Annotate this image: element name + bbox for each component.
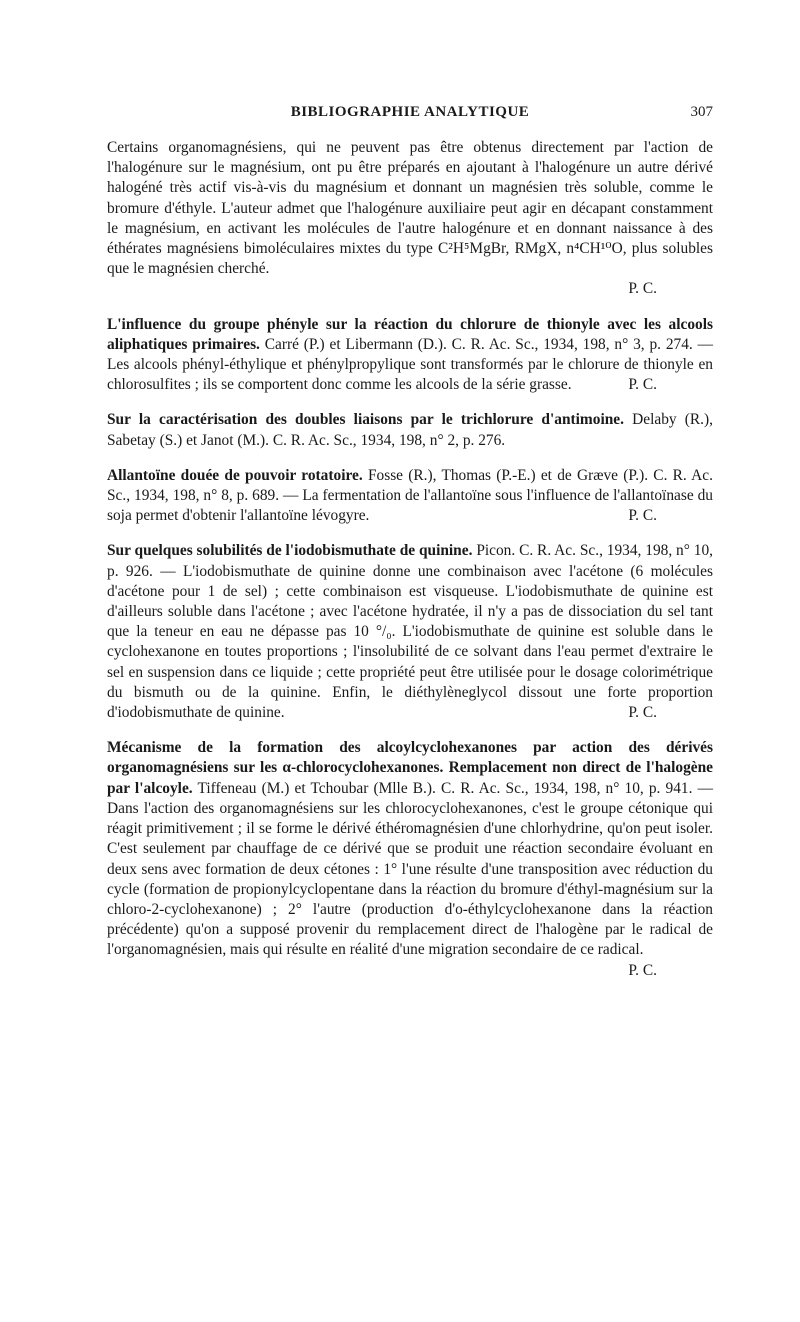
running-title: BIBLIOGRAPHIE ANALYTIQUE — [290, 104, 530, 120]
intro-signature: P. C. — [628, 280, 657, 298]
entry-signature: P. C. — [628, 376, 657, 394]
entry-summary: — L'iodobismuthate de quinine donne une combinaison avec l'acétone (6 molécules d'acétone pour 1 de sel) ; cette combinaison est visqueuse. L'iodobismuthate de quinine est d'ailleurs soluble dans l'acétone ; avec l'acétone hydratée, il n'y a pas de dissociation du sel tant que la teneur en eau ne dépasse pas 10 °/₀. L'iodobismuthate de quinine est soluble dans le cyclohexanone en toutes proportions ; l'insolubilité de ce solvant dans l'eau permet d'extraire le sel en suspension dans ce liquide ; cette propriété peut être utilisée pour le dosage colorimétrique du bismuth ou de la quinine. Enfin, le diéthylèneglycol dissout une forte proportion d'iodobismuthate de quinine. — [107, 562, 713, 722]
entry-title: L'influence du groupe phényle sur la réaction du chlorure de thionyle avec les alcools aliphatiques primaires. — [107, 315, 713, 353]
entry-reference: Picon. C. R. Ac. Sc., 1934, 198, n° 10, p. 926. — [107, 542, 714, 580]
page-body — [107, 138, 713, 981]
entry-reference: Fosse (R.), Thomas (P.-E.) et de Græve (P.). C. R. Ac. Sc., 1934, 198, n° 8, p. 689. — [107, 466, 713, 505]
page-header — [107, 104, 713, 126]
entry-signature: P. C. — [628, 961, 657, 979]
abstract-entry — [107, 410, 713, 450]
entry-summary: — Dans l'action des organomagnésiens sur les chlorocyclohexanones, c'est le groupe cétonique qui réagit primitivement ; il se forme le dérivé éthéromagnésien d'une chlorhydrine, qu'on peut isoler. C'est seulement par chauffage de ce dérivé que se produit une réaction secondaire évoluant en deux sens avec formation de deux cétones : 1° l'une résulte d'une transposition avec réduction du cycle (formation de propionylcyclopentane dans la réaction du bromure d'éthyl-magnésium sur la chloro-2-cyclohexanone) ; 2° l'autre (production d'o-éthylcyclohexanone dans la réaction précédente) qu'on a supposé provenir du remplacement direct de l'halogène par le radical de l'organomagnésien, mais qui résulte en réalité d'une migration secondaire de ce radical. — [107, 779, 713, 959]
abstract-entry — [107, 738, 713, 980]
entry-signature: P. C. — [628, 507, 657, 525]
entry-summary: — Les alcools phényl-éthylique et phénylpropylique sont transformés par le chlorure de thionyle en chlorosulfites ; ils se comportent donc comme les alcools de la série grasse. — [107, 335, 713, 394]
entry-title: Sur la caractérisation des doubles liaisons par le trichlorure d'antimoine. — [107, 411, 624, 429]
intro-paragraph — [107, 138, 713, 279]
entry-reference: Carré (P.) et Libermann (D.). C. R. Ac. Sc., 1934, 198, n° 3, p. 274. — [264, 335, 693, 353]
entry-signature: P. C. — [628, 704, 657, 722]
entry-title: Allantoïne douée de pouvoir rotatoire. — [107, 466, 363, 484]
entry-reference: Tiffeneau (M.) et Tchoubar (Mlle B.). C. R. Ac. Sc., 1934, 198, n° 10, p. 941. — [197, 779, 693, 797]
page-number: 307 — [690, 104, 713, 120]
entry-summary: — La fermentation de l'allantoïne sous l'influence de l'allantoïnase du soja permet d'obtenir l'allantoïne lévogyre. — [107, 487, 713, 525]
abstract-entry — [107, 541, 713, 723]
entry-reference: Delaby (R.), Sabetay (S.) et Janot (M.). C. R. Ac. Sc., 1934, 198, n° 2, p. 276. — [107, 411, 713, 449]
abstract-entry — [107, 466, 713, 527]
entry-title: Mécanisme de la formation des alcoylcyclohexanones par action des dérivés organomagnésiens sur les α-chlorocyclohexanones. Remplacement non direct de l'halogène par l'alcoyle. — [107, 739, 713, 797]
intro-text: Certains organomagnésiens, qui ne peuvent pas être obtenus directement par l'action de l'halogénure sur le magnésium, ont pu être préparés en ajoutant à l'halogénure un autre dérivé halogéné très actif vis-à-vis du magnésium et donnant un magnésien très soluble, comme le bromure d'éthyle. L'auteur admet que l'halogénure auxiliaire peut agir en décapant constamment le magnésium, en activant les molécules de l'autre halogénure et en donnant naissance à des éthérates magnésiens bimoléculaires mixtes du type C²H⁵MgBr, RMgX, n⁴CH¹⁰O, plus solubles que le magnésien cherché. — [107, 139, 713, 278]
abstract-entry — [107, 315, 713, 396]
entry-title: Sur quelques solubilités de l'iodobismuthate de quinine. — [107, 542, 473, 560]
